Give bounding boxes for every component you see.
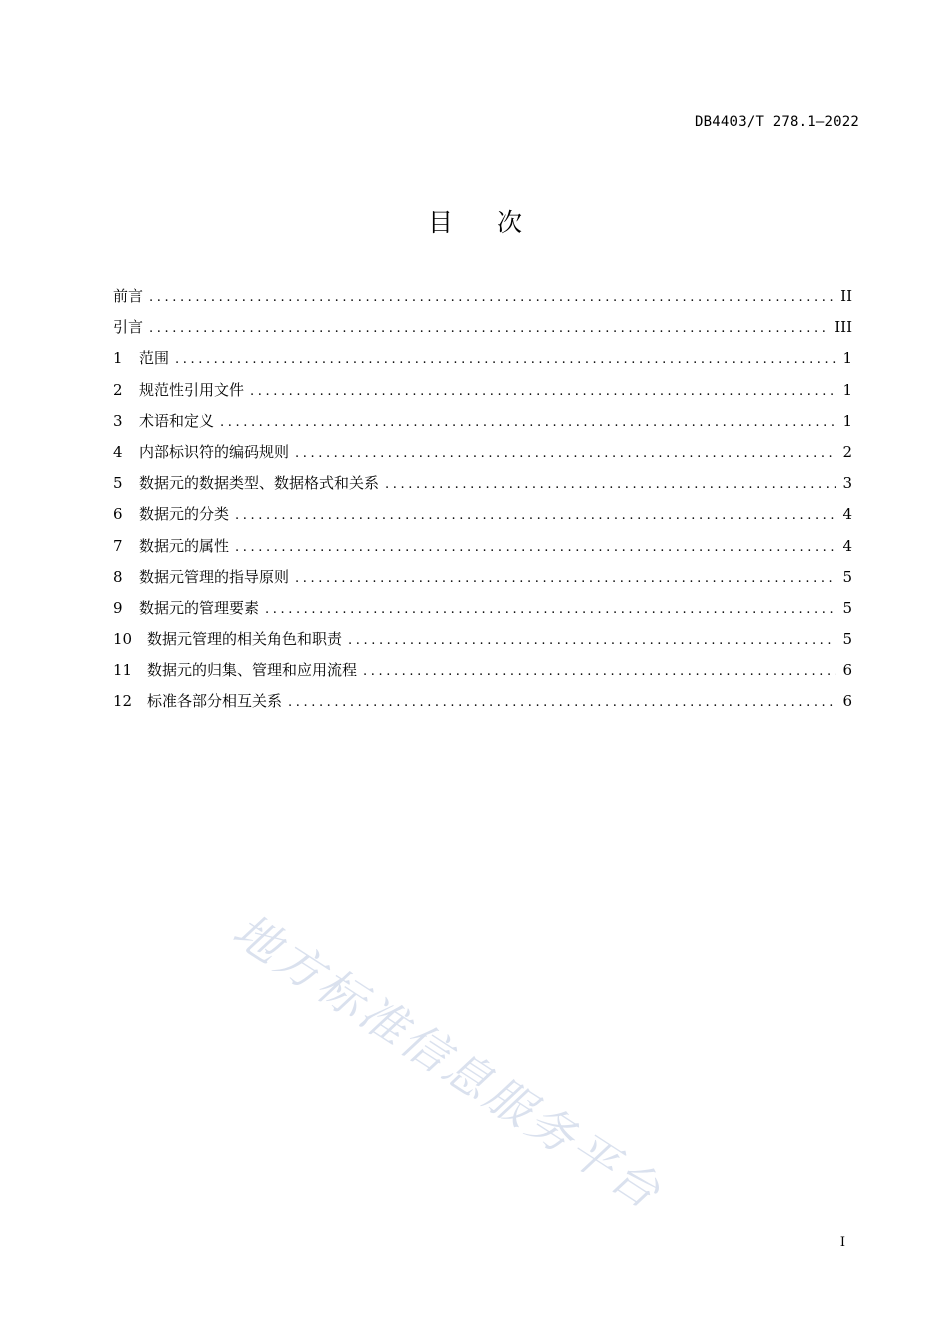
toc-entry-10[interactable] xyxy=(113,628,852,659)
toc-entry-page: 2 xyxy=(842,442,852,461)
toc-title xyxy=(0,205,950,241)
toc-entry-12[interactable] xyxy=(113,690,852,721)
toc-entry-number: 1 xyxy=(113,349,123,368)
toc-entry-page: 5 xyxy=(842,630,852,649)
toc-leader-dots xyxy=(385,477,836,492)
toc-entry-number: 8 xyxy=(113,567,123,586)
toc-entry-number: 5 xyxy=(113,474,123,493)
toc-entry-label: 引言 xyxy=(113,318,144,337)
toc-entry-1[interactable] xyxy=(113,347,852,378)
toc-entry-introduction[interactable] xyxy=(113,316,852,347)
toc-entry-page: 5 xyxy=(842,598,852,617)
toc-entry-page: 6 xyxy=(842,692,852,711)
toc-entry-label: 数据元的归集、管理和应用流程 xyxy=(147,661,358,680)
toc-entry-label: 规范性引用文件 xyxy=(139,380,245,399)
toc-entry-number: 11 xyxy=(113,661,133,680)
toc-entry-foreword[interactable] xyxy=(113,285,852,316)
toc-title-char-2: 次 xyxy=(497,208,523,237)
toc-entry-label: 数据元的管理要素 xyxy=(139,598,260,617)
toc-leader-dots xyxy=(149,321,828,336)
toc-entry-11[interactable] xyxy=(113,659,852,690)
toc-entry-page: 1 xyxy=(842,380,852,399)
toc-entry-label: 范围 xyxy=(139,349,170,368)
toc-entry-6[interactable] xyxy=(113,503,852,534)
toc-entry-page: II xyxy=(840,287,852,305)
toc-entry-number: 6 xyxy=(113,505,123,524)
toc-entry-page: 4 xyxy=(842,505,852,524)
toc-leader-dots xyxy=(235,540,836,555)
toc-entry-page: 4 xyxy=(842,536,852,555)
toc-entry-label: 内部标识符的编码规则 xyxy=(139,442,290,461)
toc-leader-dots xyxy=(348,633,836,648)
toc-entry-number: 10 xyxy=(113,630,133,649)
toc-entry-number: 7 xyxy=(113,536,123,555)
toc-entry-page: 1 xyxy=(842,349,852,368)
toc-entry-label: 标准各部分相互关系 xyxy=(147,692,283,711)
toc-leader-dots xyxy=(149,290,834,305)
toc-leader-dots xyxy=(265,602,836,617)
toc-entry-page: 5 xyxy=(842,567,852,586)
toc-leader-dots xyxy=(295,446,836,461)
toc-entry-number: 12 xyxy=(113,692,133,711)
toc-entry-number: 2 xyxy=(113,380,123,399)
table-of-contents xyxy=(113,285,852,722)
toc-title-char-1: 目 xyxy=(427,208,453,237)
toc-entry-2[interactable] xyxy=(113,379,852,410)
toc-entry-label: 数据元管理的相关角色和职责 xyxy=(147,630,343,649)
toc-leader-dots xyxy=(363,664,836,679)
toc-entry-label: 数据元管理的指导原则 xyxy=(139,567,290,586)
toc-entry-page: III xyxy=(834,318,852,337)
toc-leader-dots xyxy=(235,508,836,523)
toc-leader-dots xyxy=(220,415,836,430)
toc-entry-number: 3 xyxy=(113,411,123,430)
toc-entry-8[interactable] xyxy=(113,566,852,597)
toc-entry-label: 术语和定义 xyxy=(139,411,215,430)
toc-entry-7[interactable] xyxy=(113,535,852,566)
toc-entry-label: 前言 xyxy=(113,287,144,305)
watermark: 地方标准信息服务平台 xyxy=(223,902,673,1221)
toc-leader-dots xyxy=(288,695,836,710)
toc-entry-number: 4 xyxy=(113,442,123,461)
toc-entry-page: 6 xyxy=(842,661,852,680)
toc-entry-5[interactable] xyxy=(113,472,852,503)
toc-entry-4[interactable] xyxy=(113,441,852,472)
toc-leader-dots xyxy=(250,384,836,399)
toc-entry-page: 1 xyxy=(842,411,852,430)
page-number: I xyxy=(839,1235,845,1250)
toc-entry-3[interactable] xyxy=(113,410,852,441)
toc-leader-dots xyxy=(295,571,836,586)
toc-entry-label: 数据元的数据类型、数据格式和关系 xyxy=(139,474,380,493)
document-code: DB4403/T 278.1—2022 xyxy=(695,114,859,130)
toc-entry-label: 数据元的属性 xyxy=(139,536,230,555)
toc-entry-9[interactable] xyxy=(113,597,852,628)
toc-entry-number: 9 xyxy=(113,598,123,617)
toc-entry-page: 3 xyxy=(842,474,852,493)
toc-entry-label: 数据元的分类 xyxy=(139,505,230,524)
toc-leader-dots xyxy=(175,352,836,367)
